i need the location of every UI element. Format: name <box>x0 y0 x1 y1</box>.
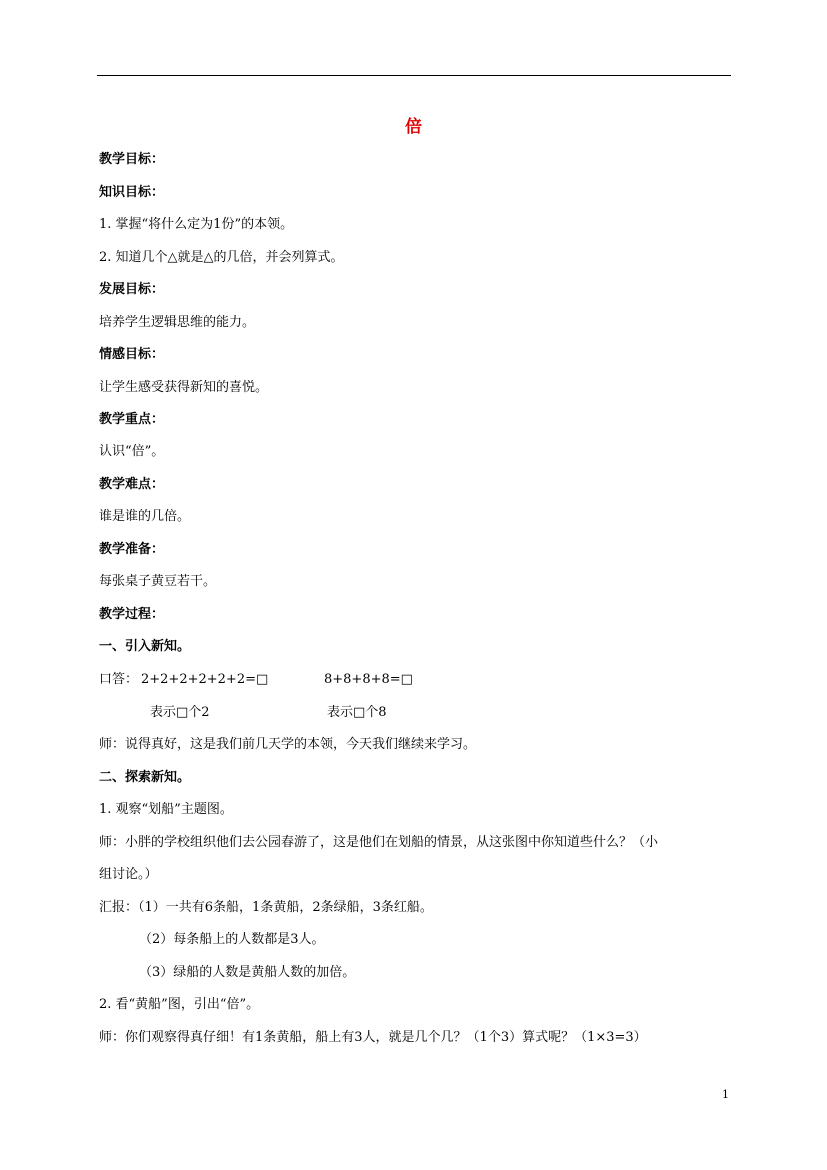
report-2: （2）每条船上的人数都是3人。 <box>139 932 325 947</box>
step-2: 2. 看“黄船”图，引出“倍”。 <box>99 997 260 1012</box>
report-1: 汇报：（1）一共有6条船，1条黄船，2条绿船，3条红船。 <box>99 900 433 915</box>
section-2-heading: 二、探索新知。 <box>99 770 191 785</box>
oral-equation-2: 8+8+8+8=□ <box>324 672 413 687</box>
difficulty: 谁是谁的几倍。 <box>99 509 191 524</box>
section-1-heading: 一、引入新知。 <box>99 639 191 654</box>
heading-preparation: 教学准备： <box>99 542 165 557</box>
knowledge-goal-2: 2. 知道几个△就是△的几倍，并会列算式。 <box>99 250 344 265</box>
oral-meaning-1: 表示□个2 <box>150 705 210 720</box>
document-title: 倍 <box>405 117 422 137</box>
oral-equation-1: 2+2+2+2+2+2=□ <box>141 672 269 687</box>
heading-difficulties: 教学难点： <box>99 477 165 492</box>
preparation: 每张桌子黄豆若干。 <box>99 574 217 589</box>
heading-process: 教学过程： <box>99 607 165 622</box>
page-number: 1 <box>722 1088 729 1101</box>
heading-key-points: 教学重点： <box>99 412 165 427</box>
teacher-line-2: 师：小胖的学校组织他们去公园春游了，这是他们在划船的情景，从这张图中你知道些什么？（小 <box>99 835 659 850</box>
teacher-line-2-cont: 组讨论。） <box>99 867 158 882</box>
heading-emotional-goals: 情感目标： <box>99 347 165 362</box>
teacher-line-3: 师：你们观察得真仔细！有1条黄船，船上有3人，就是几个几？（1个3）算式呢？（1×3=3） <box>99 1030 647 1045</box>
teacher-line-1: 师：说得真好，这是我们前几天学的本领，今天我们继续来学习。 <box>99 737 477 752</box>
report-3: （3）绿船的人数是黄船人数的加倍。 <box>139 965 356 980</box>
knowledge-goal-1: 1. 掌握“将什么定为1份”的本领。 <box>99 217 294 232</box>
oral-meaning-2: 表示□个8 <box>327 705 387 720</box>
key-point: 认识“倍”。 <box>99 444 165 459</box>
heading-knowledge-goals: 知识目标： <box>99 185 165 200</box>
development-goal: 培养学生逻辑思维的能力。 <box>99 315 256 330</box>
step-1: 1. 观察“划船”主题图。 <box>99 802 233 817</box>
header-rule <box>97 75 731 76</box>
emotional-goal: 让学生感受获得新知的喜悦。 <box>99 380 269 395</box>
oral-label: 口答： <box>99 672 139 687</box>
heading-development-goals: 发展目标： <box>99 282 165 297</box>
heading-teaching-goals: 教学目标： <box>99 152 165 167</box>
